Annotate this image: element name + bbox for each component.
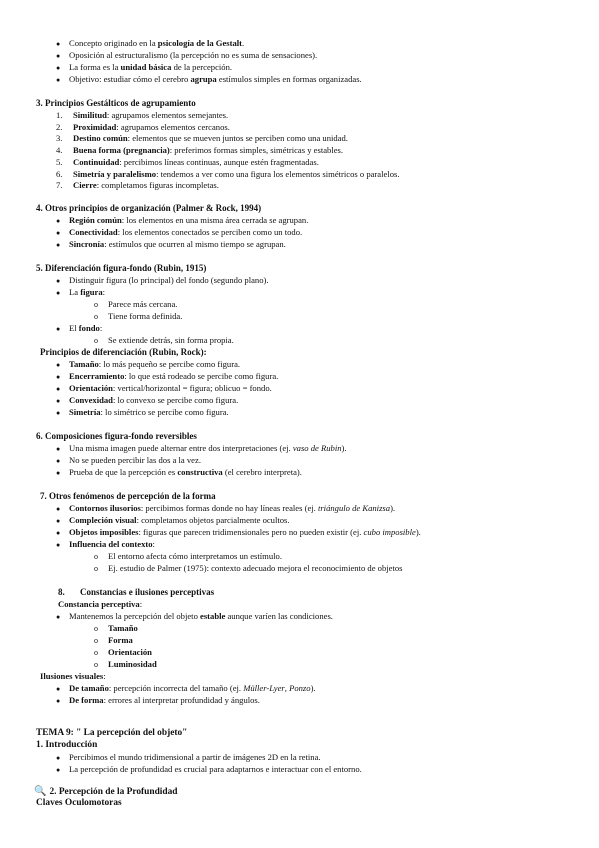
- text-run: : tendemos a ver como una figura los elementos simétricos o paralelos.: [156, 169, 400, 179]
- hollow-bullet-icon: o: [94, 336, 98, 345]
- text-run: No se pueden percibir las dos a la vez.: [69, 455, 201, 465]
- hollow-bullet-icon: o: [94, 552, 98, 561]
- list-item: [56, 467, 302, 478]
- text-run: Sincronía: [69, 239, 105, 249]
- text-run: Región común: [69, 215, 122, 225]
- text-run: Cierre: [73, 180, 97, 190]
- list-item: [56, 407, 229, 418]
- list-item: [56, 227, 302, 238]
- list-item: [56, 62, 232, 73]
- list-item: [56, 395, 238, 406]
- text-run: unidad básica: [120, 62, 172, 72]
- text-run: : elementos que se mueven juntos se perciben como una unidad.: [127, 133, 348, 143]
- list-item: 1. Similitud: agrupamos elementos semejantes.: [56, 110, 229, 120]
- list-item: [56, 611, 333, 622]
- text-run: Müller-Lyer: [243, 683, 285, 693]
- text-run: Una misma imagen puede alternar entre dos interpretaciones (ej.: [69, 443, 293, 453]
- text-run: constructiva: [177, 467, 223, 477]
- text-run: Se extiende detrás, sin forma propia.: [108, 335, 234, 345]
- text-run: : agrupamos elementos cercanos.: [116, 122, 230, 132]
- list-item: [56, 443, 347, 454]
- list-subitem: [94, 311, 182, 322]
- list-item: [56, 38, 244, 49]
- list-subitem: [94, 551, 282, 562]
- text-run: : preferimos formas simples, simétricas y estables.: [169, 145, 344, 155]
- bullet-icon: ●: [56, 397, 61, 405]
- hollow-bullet-icon: o: [94, 660, 98, 669]
- list-item: [56, 371, 278, 382]
- text-run: Continuidad: [73, 157, 120, 167]
- list-item: 7. Cierre: completamos figuras incompletas.: [56, 180, 219, 190]
- text-run: : percibimos formas donde no hay líneas reales (ej.: [140, 503, 318, 513]
- text-run: : lo simétrico se percibe como figura.: [100, 407, 229, 417]
- hollow-bullet-icon: o: [94, 300, 98, 309]
- list-item: [56, 74, 362, 85]
- text-run: La percepción de profundidad es crucial para adaptarnos e interactuar con el entorno.: [69, 764, 362, 774]
- list-item: 6. Simetría y paralelismo: tendemos a ver como una figura los elementos simétricos o paralelos.: [56, 169, 400, 179]
- text-run: psicología de la Gestalt: [157, 38, 243, 48]
- text-run: Tiene forma definida.: [108, 311, 183, 321]
- hollow-bullet-icon: o: [94, 636, 98, 645]
- section-heading-6: 6. Composiciones figura-fondo reversibles: [36, 431, 197, 441]
- hollow-bullet-icon: o: [94, 312, 98, 321]
- bullet-icon: ●: [56, 685, 61, 693]
- bullet-icon: ●: [56, 289, 61, 297]
- list-item: [56, 503, 395, 514]
- text-run: :: [99, 323, 103, 333]
- text-run: Similitud: [73, 110, 107, 120]
- text-run: : los elementos conectados se perciben como un todo.: [117, 227, 303, 237]
- text-run: .: [242, 38, 245, 48]
- bullet-icon: ●: [56, 445, 61, 453]
- text-run: : errores al interpretar profundidad y ángulos.: [103, 695, 260, 705]
- bullet-icon: ●: [56, 517, 61, 525]
- list-item: [56, 287, 105, 298]
- text-run: Parece más cercana.: [108, 299, 178, 309]
- list-subitem: [94, 335, 234, 346]
- list-item: [56, 539, 155, 550]
- section-heading-8: 8. Constancias e ilusiones perceptivas: [58, 587, 215, 597]
- list-item: [56, 683, 316, 694]
- list-item: 4. Buena forma (pregnancia): preferimos formas simples, simétricas y estables.: [56, 145, 344, 155]
- text-run: : lo más pequeño se percibe como figura.: [98, 359, 241, 369]
- section-heading-profundidad: 🔍 2. Percepción de la Profundidad: [34, 786, 178, 797]
- text-run: ).: [390, 503, 396, 513]
- section-heading-4: 4. Otros principios de organización (Palmer & Rock, 1994): [36, 203, 262, 213]
- list-item: [56, 215, 308, 226]
- list-item: [56, 527, 421, 538]
- text-run: Conectividad: [69, 227, 118, 237]
- list-subitem: o Forma: [94, 635, 133, 645]
- text-run: cubo imposible: [363, 527, 416, 537]
- list-item: [56, 455, 201, 466]
- text-run: : lo que está rodeado se percibe como figura.: [124, 371, 279, 381]
- section-heading-5: 5. Diferenciación figura-fondo (Rubin, 1915): [36, 263, 207, 273]
- bullet-icon: ●: [56, 361, 61, 369]
- bullet-icon: ●: [56, 64, 61, 72]
- bullet-icon: ●: [56, 277, 61, 285]
- list-item: 2. Proximidad: agrupamos elementos cercanos.: [56, 122, 230, 132]
- text-run: figura: [80, 287, 103, 297]
- text-run: agrupa: [190, 74, 217, 84]
- bullet-icon: ●: [56, 373, 61, 381]
- text-run: : lo convexo se percibe como figura.: [112, 395, 239, 405]
- list-subitem: o Luminosidad: [94, 659, 157, 669]
- hollow-bullet-icon: o: [94, 648, 98, 657]
- list-item: [56, 752, 321, 763]
- text-run: (el cerebro interpreta).: [222, 467, 302, 477]
- subsection-heading: Claves Oculomotoras: [36, 798, 122, 808]
- text-run: : agrupamos elementos semejantes.: [106, 110, 229, 120]
- text-run: Buena forma (pregnancia): [73, 145, 170, 155]
- text-run: Simetría: [69, 407, 101, 417]
- text-run: estable: [200, 611, 226, 621]
- list-item: [56, 695, 260, 706]
- bullet-icon: ●: [56, 40, 61, 48]
- list-subitem: [94, 563, 402, 574]
- bullet-icon: ●: [56, 241, 61, 249]
- list-item: [56, 383, 272, 394]
- text-run: La: [69, 287, 81, 297]
- list-item: 5. Continuidad: percibimos líneas continuas, aunque estén fragmentadas.: [56, 157, 319, 167]
- bullet-icon: ●: [56, 529, 61, 537]
- list-item: [56, 764, 362, 775]
- text-run: : figuras que parecen tridimensionales pero no pueden existir (ej.: [138, 527, 364, 537]
- text-run: : percibimos líneas continuas, aunque estén fragmentadas.: [119, 157, 319, 167]
- text-run: ).: [415, 527, 421, 537]
- text-run: Convexidad: [69, 395, 113, 405]
- bullet-icon: ●: [56, 229, 61, 237]
- text-run: triángulo de Kanizsa: [317, 503, 391, 513]
- section-heading-3: 3. Principios Gestálticos de agrupamiento: [36, 98, 196, 108]
- list-subitem: o Tamaño: [94, 623, 138, 633]
- text-run: ).: [341, 443, 347, 453]
- subsection-heading: Principios de diferenciación (Rubin, Rock):: [40, 347, 207, 357]
- text-run: De forma: [69, 695, 104, 705]
- text-run: Prueba de que la percepción es: [69, 467, 178, 477]
- bullet-icon: ●: [56, 52, 61, 60]
- section-heading-7: 7. Otros fenómenos de percepción de la forma: [40, 491, 216, 501]
- bullet-icon: ●: [56, 505, 61, 513]
- text-run: Mantenemos la percepción del objeto: [69, 611, 201, 621]
- text-run: Objetivo: estudiar cómo el cerebro: [69, 74, 191, 84]
- text-run: Distinguir figura (lo principal) del fondo (segundo plano).: [69, 275, 269, 285]
- bullet-icon: ●: [56, 766, 61, 774]
- text-run: ,: [284, 683, 290, 693]
- subsection-heading: Constancia perceptiva:: [58, 599, 143, 609]
- bullet-icon: ●: [56, 469, 61, 477]
- list-item: 3. Destino común: elementos que se mueven juntos se perciben como una unidad.: [56, 133, 348, 143]
- text-run: estímulos simples en formas organizadas.: [216, 74, 362, 84]
- text-run: Compleción visual: [69, 515, 137, 525]
- text-run: de la percepción.: [171, 62, 233, 72]
- list-item: [56, 359, 240, 370]
- list-item: [56, 275, 269, 286]
- text-run: Contornos ilusorios: [69, 503, 141, 513]
- list-item: [56, 323, 102, 334]
- text-run: Objetos imposibles: [69, 527, 139, 537]
- text-run: El: [69, 323, 79, 333]
- text-run: :: [152, 539, 155, 549]
- text-run: Percibimos el mundo tridimensional a partir de imágenes 2D en la retina.: [69, 752, 321, 762]
- text-run: Orientación: [69, 383, 113, 393]
- text-run: ).: [310, 683, 316, 693]
- text-run: Ej. estudio de Palmer (1975): contexto adecuado mejora el reconocimiento de objetos: [108, 563, 403, 573]
- bullet-icon: ●: [56, 697, 61, 705]
- bullet-icon: ●: [56, 409, 61, 417]
- text-run: Influencia del contexto: [69, 539, 153, 549]
- topic-title: TEMA 9: " La percepción del objeto": [36, 728, 188, 738]
- text-run: De tamaño: [69, 683, 109, 693]
- text-run: Encerramiento: [69, 371, 125, 381]
- list-subitem: o Orientación: [94, 647, 152, 657]
- text-run: :: [102, 287, 106, 297]
- text-run: : percepción incorrecta del tamaño (ej.: [108, 683, 244, 693]
- bullet-icon: ●: [56, 754, 61, 762]
- text-run: : los elementos en una misma área cerrada se agrupan.: [121, 215, 309, 225]
- hollow-bullet-icon: o: [94, 564, 98, 573]
- hollow-bullet-icon: o: [94, 624, 98, 633]
- text-run: aunque varíen las condiciones.: [225, 611, 333, 621]
- text-run: Concepto originado en la: [69, 38, 158, 48]
- text-run: Destino común: [73, 133, 128, 143]
- bullet-icon: ●: [56, 457, 61, 465]
- text-run: vaso de Rubin: [292, 443, 342, 453]
- text-run: Simetría y paralelismo: [73, 169, 157, 179]
- bullet-icon: ●: [56, 217, 61, 225]
- text-run: : completamos objetos parcialmente ocultos.: [136, 515, 290, 525]
- text-run: Ponzo: [289, 683, 311, 693]
- list-item: [56, 515, 290, 526]
- bullet-icon: ●: [56, 613, 61, 621]
- bullet-icon: ●: [56, 325, 61, 333]
- bullet-icon: ●: [56, 76, 61, 84]
- list-subitem: [94, 299, 177, 310]
- text-run: : estímulos que ocurren al mismo tiempo se agrupan.: [104, 239, 286, 249]
- magnifier-icon: 🔍: [34, 786, 47, 797]
- text-run: : completamos figuras incompletas.: [96, 180, 219, 190]
- list-item: [56, 50, 317, 61]
- text-run: Oposición al estructuralismo (la percepción no es suma de sensaciones).: [69, 50, 318, 60]
- text-run: : vertical/horizontal = figura; oblicuo = fondo.: [112, 383, 272, 393]
- text-run: El entorno afecta cómo interpretamos un estímulo.: [108, 551, 282, 561]
- text-run: La forma es la: [69, 62, 121, 72]
- bullet-icon: ●: [56, 541, 61, 549]
- text-run: Tamaño: [69, 359, 99, 369]
- section-heading-intro: 1. Introducción: [36, 740, 98, 750]
- list-item: [56, 239, 286, 250]
- text-run: fondo: [78, 323, 100, 333]
- text-run: Proximidad: [73, 122, 117, 132]
- bullet-icon: ●: [56, 385, 61, 393]
- subsection-heading: Ilusiones visuales:: [40, 671, 106, 681]
